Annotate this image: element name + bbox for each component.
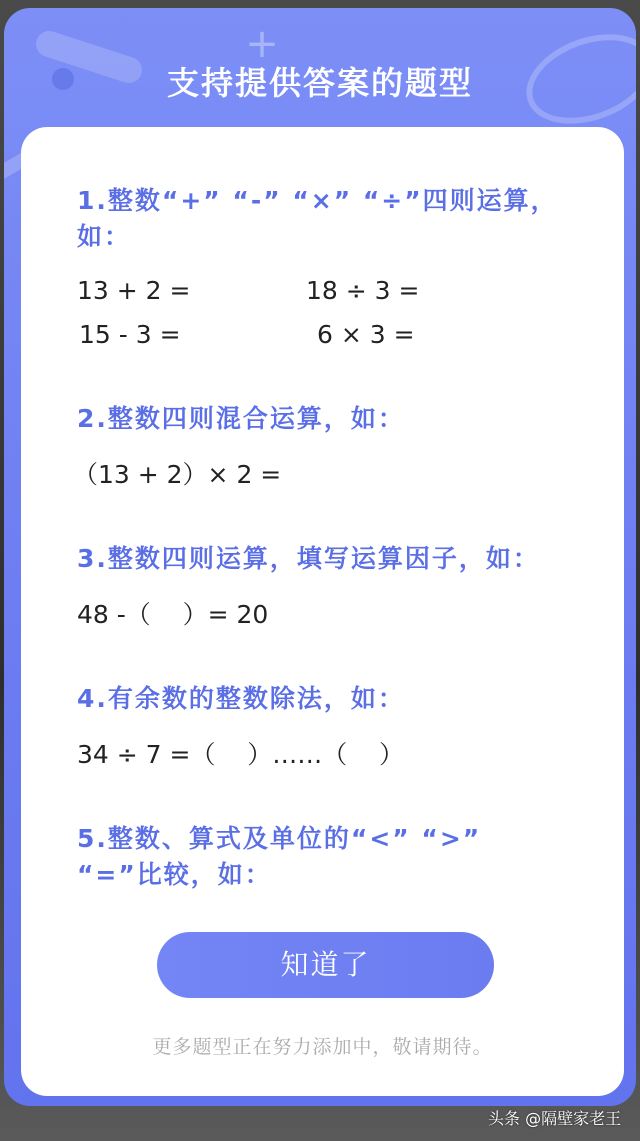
example-expression: 48 -（ ）= 20 xyxy=(77,600,269,629)
watermark: 头条 @隔壁家老王 xyxy=(488,1109,622,1128)
coming-soon-note: 更多题型正在努力添加中，敬请期待。 xyxy=(152,1036,493,1058)
dialog-card xyxy=(21,127,624,1096)
answer-types-dialog xyxy=(4,8,636,1106)
example-expression: 13 + 2 = xyxy=(77,276,191,305)
example-expression: 15 - 3 = xyxy=(79,320,181,349)
example-expression: 18 ÷ 3 = xyxy=(306,276,420,305)
section-heading-2: 2.整数四则混合运算，如： xyxy=(77,404,405,433)
dialog-title: 支持提供答案的题型 xyxy=(166,64,473,102)
section-heading-4: 4.有余数的整数除法，如： xyxy=(77,684,405,713)
section-heading-5: 5.整数、算式及单位的“<” “>” “=”比较，如： xyxy=(77,824,482,889)
section-heading-3: 3.整数四则运算，填写运算因子，如： xyxy=(77,544,540,573)
example-expression: （13 + 2）× 2 = xyxy=(73,460,282,489)
got-it-button[interactable]: 知道了 xyxy=(157,932,494,998)
example-expression: 34 ÷ 7 =（ ）……（ ） xyxy=(77,740,405,769)
example-expression: 6 × 3 = xyxy=(317,320,415,349)
decorative-plus-icon: + xyxy=(245,21,279,67)
section-heading-1: 1.整数“+” “-” “×” “÷”四则运算，如： xyxy=(77,186,558,251)
